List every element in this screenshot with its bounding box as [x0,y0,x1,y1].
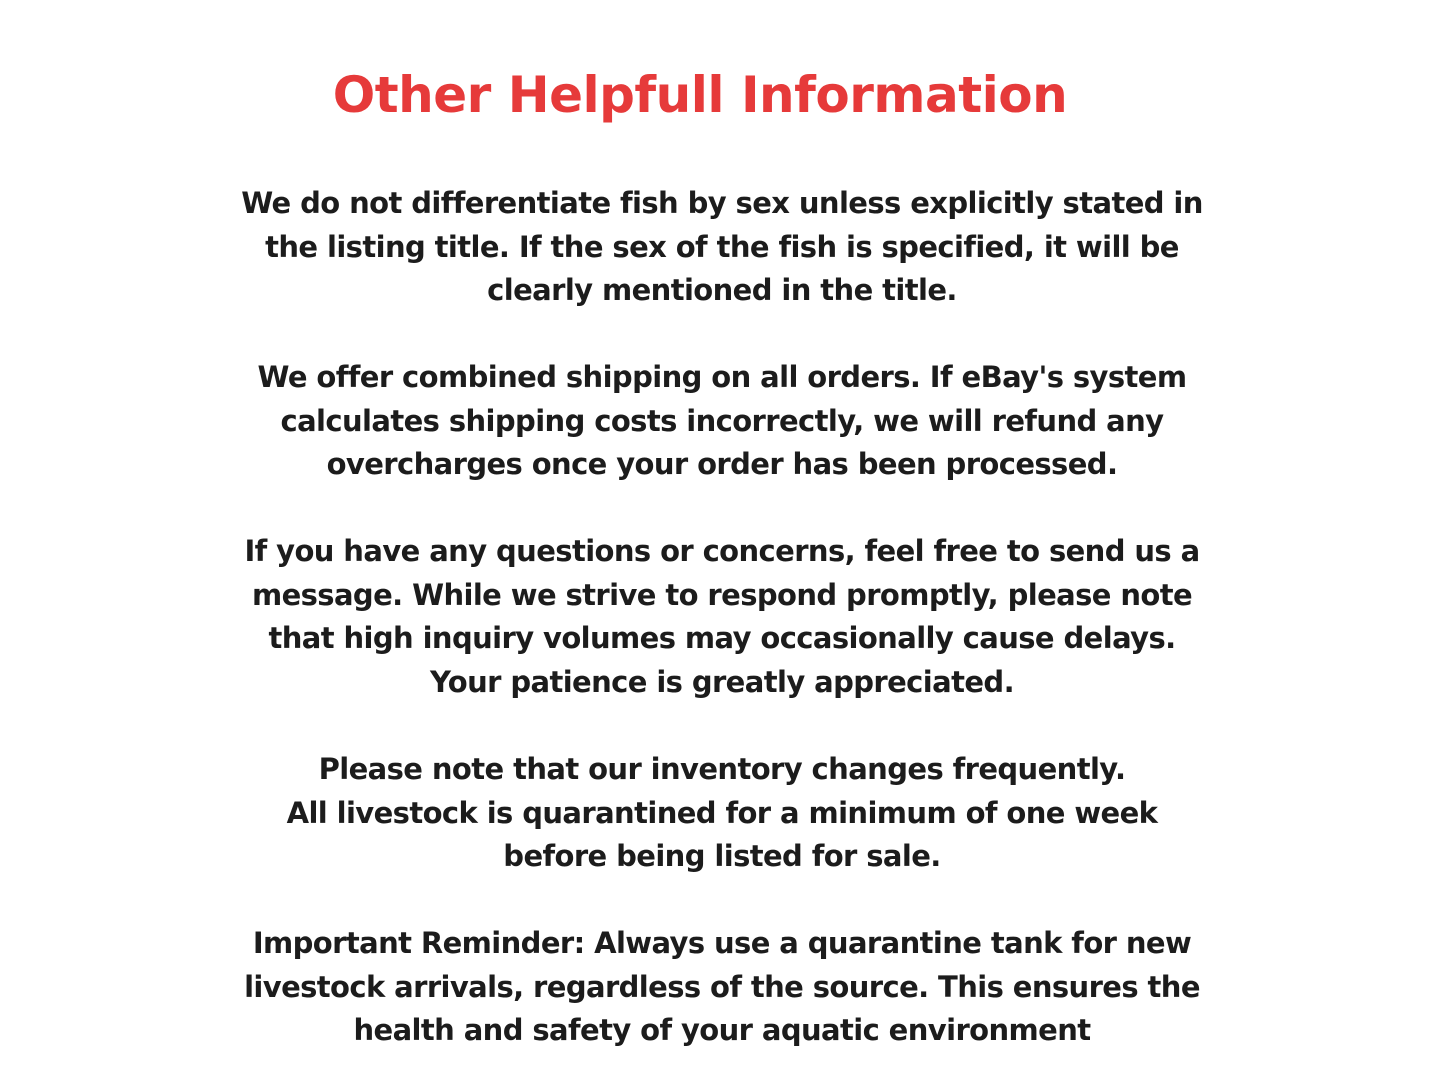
text-line: overcharges once your order has been processed. [326,447,1118,481]
text-line: clearly mentioned in the title. [487,273,957,307]
text-line: that high inquiry volumes may occasionally cause delays. [268,621,1176,655]
page-title: Other Helpfull Information [332,66,1068,124]
text-line: We offer combined shipping on all orders. If eBay's system [257,360,1187,394]
paragraph-quarantine-reminder [222,922,1222,1053]
text-line: before being listed for sale. [503,839,941,873]
paragraph-inventory [222,748,1222,879]
text-line: health and safety of your aquatic environment [353,1013,1091,1047]
text-line: Your patience is greatly appreciated. [430,664,1014,699]
text-line: We do not differentiate fish by sex unless explicitly stated in [241,186,1203,220]
text-line: the listing title. If the sex of the fish is specified, it will be [265,229,1179,264]
paragraph-sex-differentiation [222,182,1222,313]
text-line: message. While we strive to respond promptly, please note [251,577,1193,612]
text-line: All livestock is quarantined for a minimum of one week [286,795,1158,830]
text-line: Important Reminder: Always use a quarantine tank for new [252,926,1192,960]
text-line: livestock arrivals, regardless of the source. This ensures the [244,969,1200,1004]
paragraph-combined-shipping [222,356,1222,487]
text-line: Please note that our inventory changes frequently. [318,752,1126,786]
text-line: If you have any questions or concerns, feel free to send us a [244,534,1200,568]
paragraph-questions [222,530,1222,704]
text-line: calculates shipping costs incorrectly, we will refund any [280,403,1164,438]
